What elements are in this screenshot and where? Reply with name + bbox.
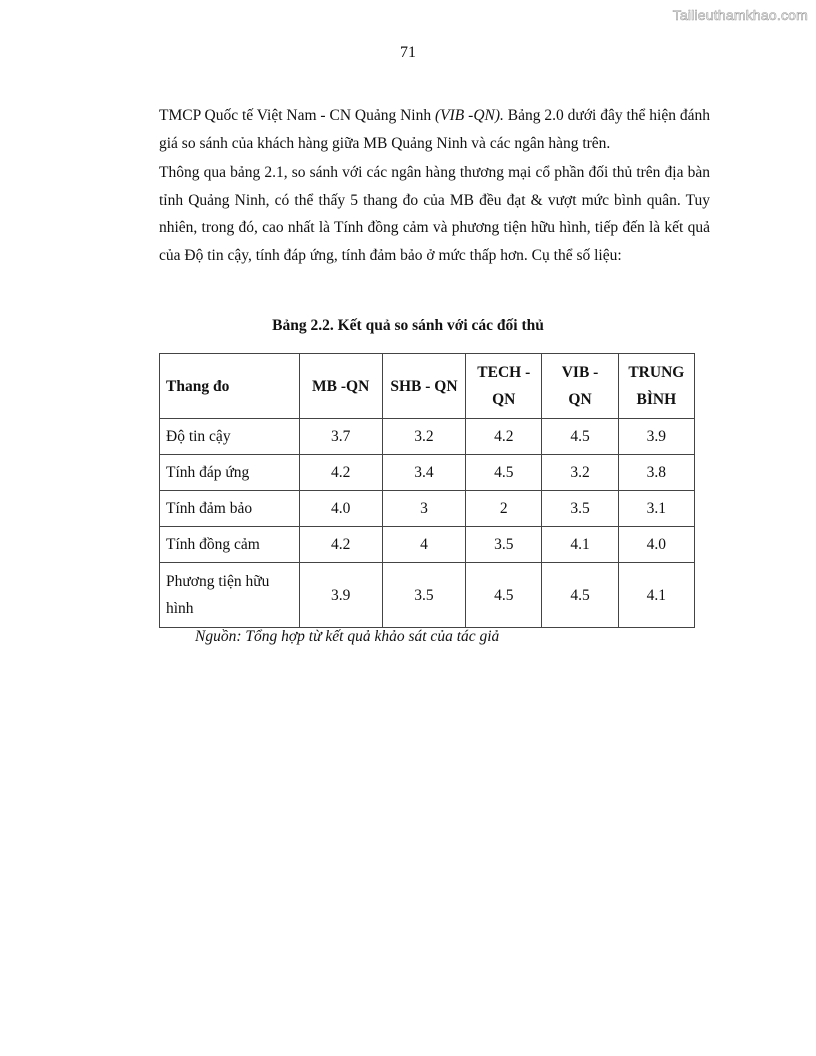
table-row xyxy=(160,491,695,527)
table-cell: 3.5 xyxy=(466,527,542,563)
source-note: Nguồn: Tổng hợp từ kết quả khảo sát của tác giả xyxy=(195,628,500,645)
header-trung-binh: TRUNG BÌNH xyxy=(618,354,694,419)
table-cell: 4.5 xyxy=(542,563,618,628)
row-label: Tính đảm bảo xyxy=(160,491,300,527)
table-cell: 3.7 xyxy=(299,419,382,455)
table-row xyxy=(160,419,695,455)
table-cell: 4.2 xyxy=(299,455,382,491)
results-table xyxy=(159,353,695,628)
paragraph-2: Thông qua bảng 2.1, so sánh với các ngân hàng thương mại cổ phần đối thủ trên địa bàn tỉnh Quảng Ninh, có thể thấy 5 thang đo của MB đều đạt & vượt mức bình quân. Tuy nhiên, trong đó, cao nhất là Tính đồng cảm và phương tiện hữu hình, tiếp đến là kết quả của Độ tin cậy, tính đáp ứng, tính đảm bảo ở mức thấp hơn. Cụ thể số liệu: xyxy=(159,164,710,264)
table-cell: 3.4 xyxy=(382,455,465,491)
paragraph-1-italic: (VIB -QN). xyxy=(435,107,504,124)
table-cell: 4.1 xyxy=(618,563,694,628)
table-cell: 3 xyxy=(382,491,465,527)
table-row xyxy=(160,527,695,563)
table-row xyxy=(160,455,695,491)
row-label: Tính đồng cảm xyxy=(160,527,300,563)
table-cell: 3.9 xyxy=(618,419,694,455)
table-cell: 4.2 xyxy=(466,419,542,455)
table-cell: 3.8 xyxy=(618,455,694,491)
table-cell: 3.1 xyxy=(618,491,694,527)
table-cell: 4.5 xyxy=(466,455,542,491)
table-cell: 3.2 xyxy=(382,419,465,455)
header-shb-qn: SHB - QN xyxy=(382,354,465,419)
watermark-text: Tailieuthamkhao.com xyxy=(672,7,808,23)
paragraph-1 xyxy=(159,102,710,157)
table-cell: 4.0 xyxy=(618,527,694,563)
paragraph-1-text: TMCP Quốc tế Việt Nam - CN Quảng Ninh xyxy=(159,107,436,124)
header-thang-do: Thang đo xyxy=(160,354,300,419)
table-cell: 4.0 xyxy=(299,491,382,527)
table-cell: 4 xyxy=(382,527,465,563)
table-cell: 3.2 xyxy=(542,455,618,491)
header-vib-qn: VIB - QN xyxy=(542,354,618,419)
table-cell: 3.9 xyxy=(299,563,382,628)
header-tech-qn: TECH - QN xyxy=(466,354,542,419)
table-cell: 2 xyxy=(466,491,542,527)
paragraph-1-rest: Bảng 2.0 dưới đây thể hiện đánh giá so sánh của khách hàng giữa MB Quảng Ninh và các ngân hàng trên. xyxy=(159,107,710,152)
row-label: Tính đáp ứng xyxy=(160,455,300,491)
header-mb-qn: MB -QN xyxy=(299,354,382,419)
row-label: Phương tiện hữu hình xyxy=(160,563,300,628)
page-number: 71 xyxy=(400,44,416,61)
table-cell: 4.5 xyxy=(542,419,618,455)
table-cell: 4.1 xyxy=(542,527,618,563)
table-row xyxy=(160,563,695,628)
row-label: Độ tin cậy xyxy=(160,419,300,455)
table-title: Bảng 2.2. Kết quả so sánh với các đối thủ xyxy=(272,317,544,334)
body-text xyxy=(159,102,710,269)
table-cell: 3.5 xyxy=(542,491,618,527)
table-header-row xyxy=(160,354,695,419)
table-cell: 3.5 xyxy=(382,563,465,628)
table-cell: 4.5 xyxy=(466,563,542,628)
table-cell: 4.2 xyxy=(299,527,382,563)
